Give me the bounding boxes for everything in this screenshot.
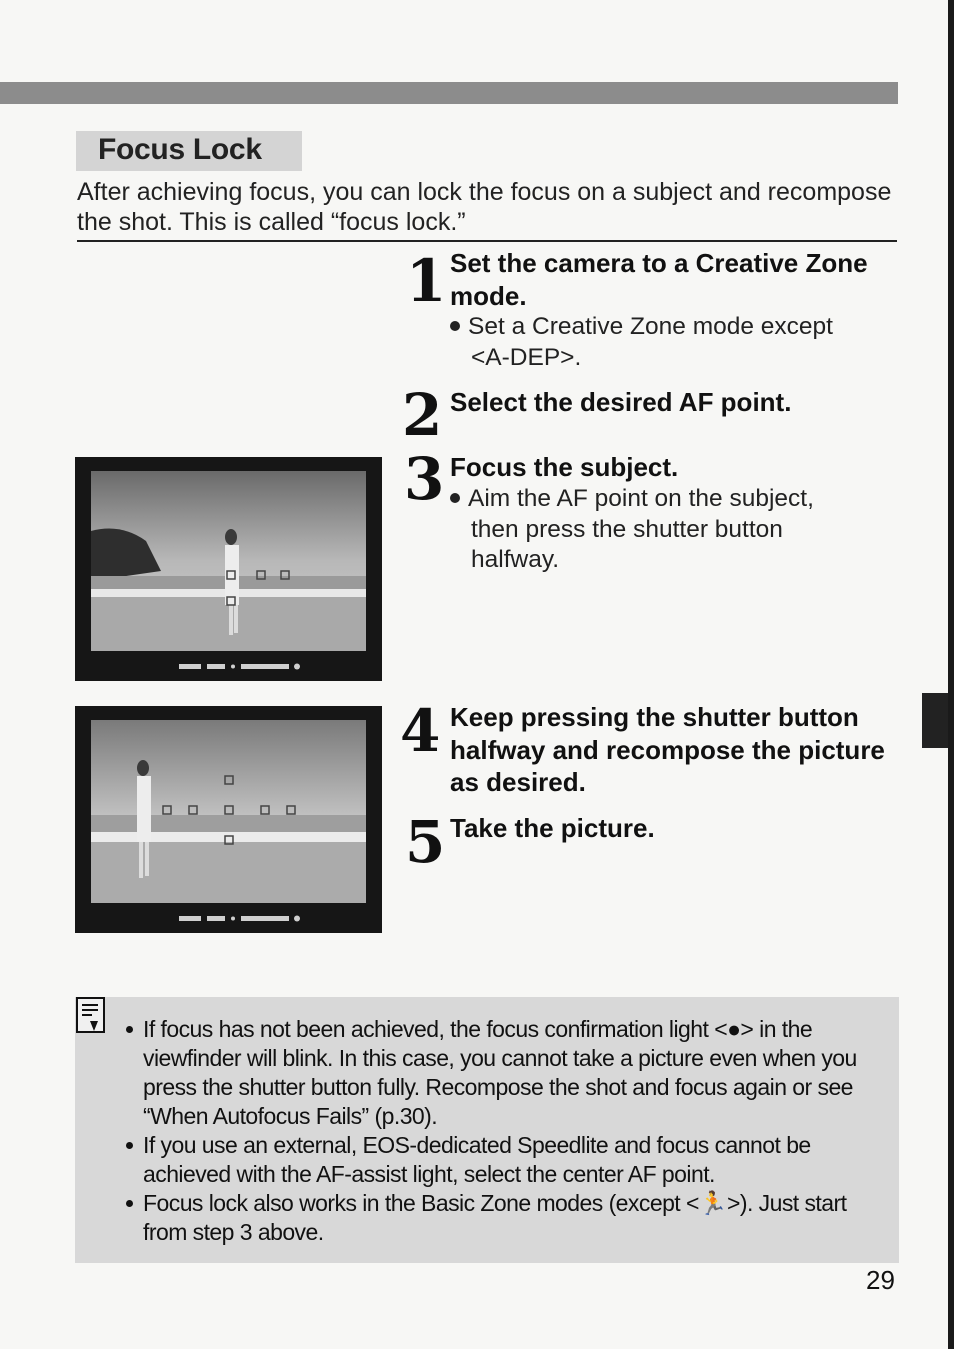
step-number-5: 5 xyxy=(405,808,446,876)
step-title-5: Take the picture. xyxy=(450,813,655,843)
step-number-4: 4 xyxy=(400,697,441,765)
bullet-dot xyxy=(126,1200,133,1207)
note-item: If focus has not been achieved, the focus confirmation light <●> in the viewfinder will blink. In this case, you cannot take a picture even when you press the shutter button fully. Recompose the shot and focus again or see “When Autofocus Fails” (p.30). xyxy=(124,1015,894,1131)
memo-note-icon xyxy=(76,997,106,1035)
bullet-dot xyxy=(126,1142,133,1149)
step-bullet-3: Aim the AF point on the subject, then press the shutter button halfway. xyxy=(450,484,880,576)
viewfinder-info-display xyxy=(75,909,382,927)
step-bullet-1: Set a Creative Zone mode except <A-DEP>. xyxy=(450,312,880,373)
viewfinder-image-1 xyxy=(75,457,382,681)
step-title-4: Keep pressing the shutter button halfway and recompose the picture as desired. xyxy=(450,702,885,797)
bullet-dot xyxy=(450,321,460,331)
header-bar xyxy=(0,82,898,104)
beach-scene xyxy=(91,471,366,651)
beach-scene-recomposed xyxy=(91,720,366,903)
step-number-1: 1 xyxy=(406,247,447,315)
step-number-3: 3 xyxy=(404,445,445,513)
page-edge xyxy=(948,0,954,1349)
note-item: If you use an external, EOS-dedicated Speedlite and focus cannot be achieved with the AF-assist light, select the center AF point. xyxy=(124,1131,894,1189)
notes-list xyxy=(124,1015,894,1247)
viewfinder-info-display xyxy=(75,657,382,675)
step-number-2: 2 xyxy=(402,381,443,449)
bullet-dot xyxy=(450,493,460,503)
step-title-1: Set the camera to a Creative Zone mode. xyxy=(450,248,868,311)
viewfinder-image-2 xyxy=(75,706,382,933)
bullet-dot xyxy=(126,1026,133,1033)
intro-text: After achieving focus, you can lock the focus on a subject and recompose the shot. This is called “focus lock.” xyxy=(77,178,892,236)
page-number: 29 xyxy=(866,1265,895,1295)
step-title-3: Focus the subject. xyxy=(450,452,679,482)
page-title: Focus Lock xyxy=(76,131,302,171)
note-item: Focus lock also works in the Basic Zone modes (except <🏃>). Just start from step 3 above. xyxy=(124,1189,894,1247)
divider xyxy=(77,240,897,242)
step-title-2: Select the desired AF point. xyxy=(450,387,792,417)
